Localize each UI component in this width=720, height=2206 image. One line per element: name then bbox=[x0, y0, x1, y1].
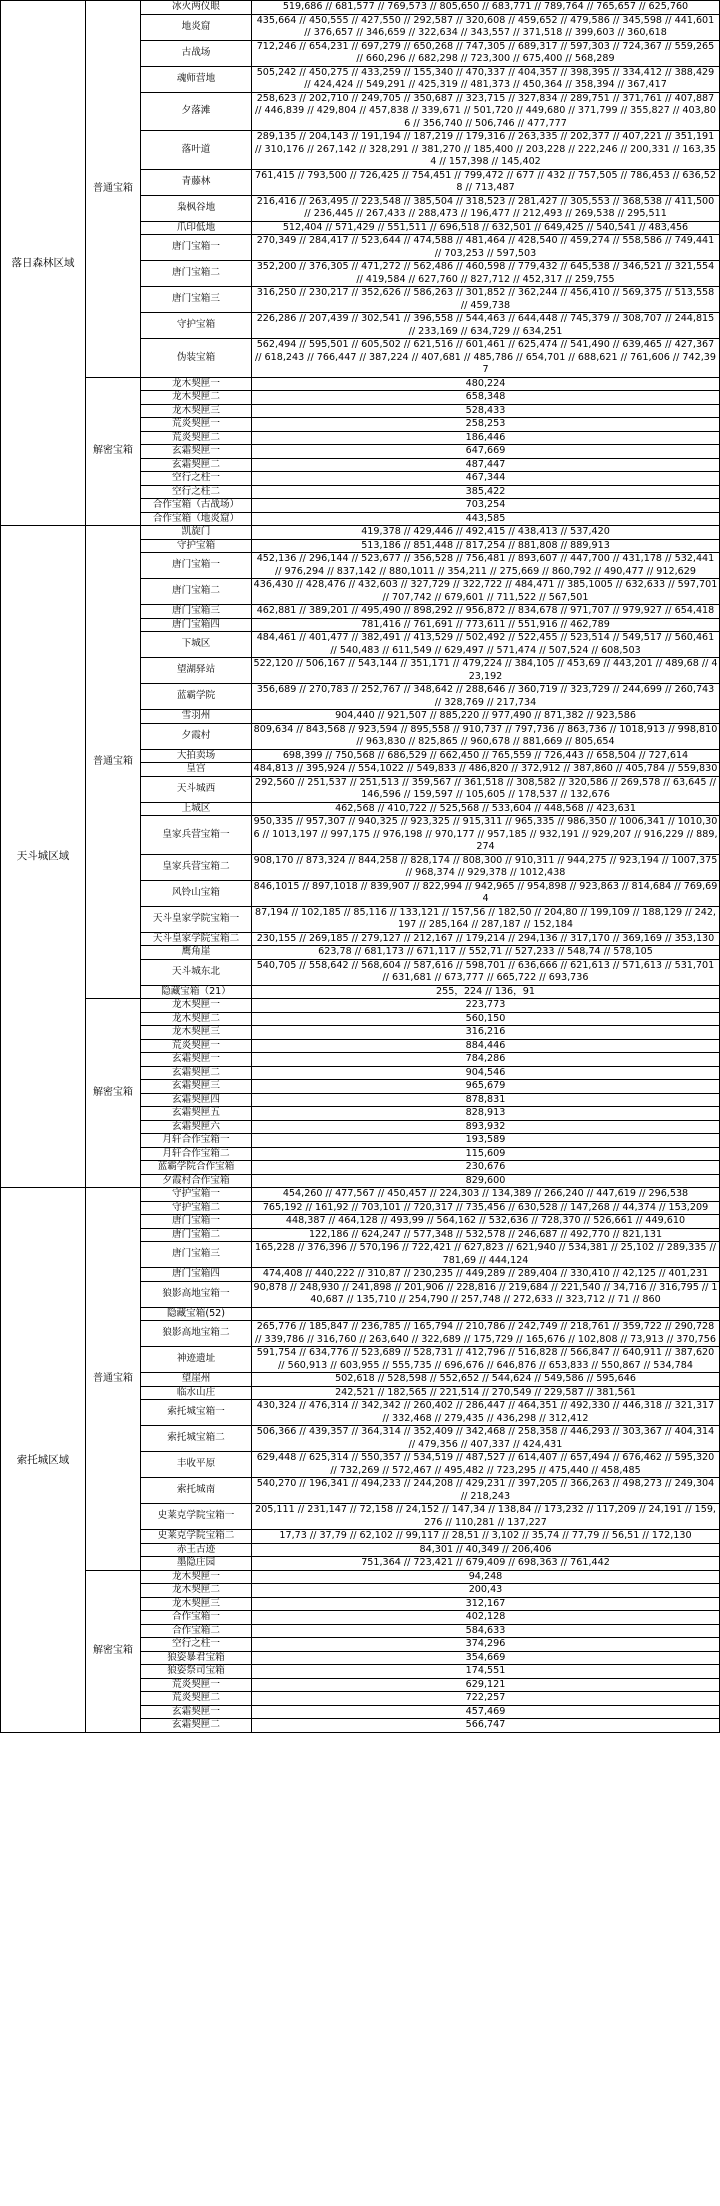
category-cell: 普通宝箱 bbox=[86, 1, 141, 378]
location-cell: 望崖州 bbox=[141, 1373, 252, 1387]
location-cell: 唐门宝箱二 bbox=[141, 1228, 252, 1242]
location-cell: 上城区 bbox=[141, 802, 252, 816]
coordinates-cell: 474,408 // 440,222 // 310,87 // 230,235 // 449,289 // 289,404 // 330,410 // 42,125 // 401,231 bbox=[252, 1268, 720, 1282]
location-cell: 狼姿祭司宝箱 bbox=[141, 1665, 252, 1679]
coordinates-cell: 223,773 bbox=[252, 999, 720, 1013]
coordinates-cell: 562,494 // 595,501 // 605,502 // 621,516 // 601,461 // 625,474 // 541,490 // 639,465 // 427,367 // 618,243 // 766,447 // 387,224 // 407,681 // 485,786 // 654,701 // 688,621 // 761,606 // 742,397 bbox=[252, 339, 720, 378]
table-row bbox=[1, 526, 720, 540]
coordinates-cell: 230,676 bbox=[252, 1161, 720, 1175]
coordinates-cell: 352,200 // 376,305 // 471,272 // 562,486 // 460,598 // 779,432 // 645,538 // 346,521 // 321,554 // 419,584 // 627,760 // 827,712 // 452,317 // 259,755 bbox=[252, 261, 720, 287]
location-cell: 魂师营地 bbox=[141, 66, 252, 92]
coordinates-cell: 904,440 // 921,507 // 885,220 // 977,490 // 871,382 // 923,586 bbox=[252, 710, 720, 724]
coordinates-cell: 629,121 bbox=[252, 1678, 720, 1692]
category-cell: 普通宝箱 bbox=[86, 1188, 141, 1571]
coordinates-cell: 893,932 bbox=[252, 1120, 720, 1134]
location-cell: 龙木契匣一 bbox=[141, 1570, 252, 1584]
location-cell: 蓝霸学院合作宝箱 bbox=[141, 1161, 252, 1175]
coordinates-cell: 505,242 // 450,275 // 433,259 // 155,340 // 470,337 // 404,357 // 398,395 // 334,412 // 388,429 // 424,424 // 549,291 // 425,319 // 481,373 // 450,364 // 358,394 // 367,417 bbox=[252, 66, 720, 92]
location-cell: 蓝霸学院 bbox=[141, 684, 252, 710]
location-cell: 临水山庄 bbox=[141, 1386, 252, 1400]
coordinates-cell: 258,623 // 202,710 // 249,705 // 350,687 // 323,715 // 327,834 // 289,751 // 371,761 // 407,887 // 446,839 // 429,804 // 457,838 // 339,671 // 501,720 // 449,680 // 371,799 // 355,827 // 403,806 // 356,740 // 506,746 // 477,777 bbox=[252, 92, 720, 131]
location-cell: 玄霜契匣二 bbox=[141, 458, 252, 472]
table-row bbox=[1, 999, 720, 1013]
coordinates-cell: 87,194 // 102,185 // 85,116 // 133,121 // 157,56 // 182,50 // 204,80 // 199,109 // 188,129 // 242,197 // 285,164 // 287,187 // 152,184 bbox=[252, 906, 720, 932]
coordinates-cell: 17,73 // 37,79 // 62,102 // 99,117 // 28,51 // 3,102 // 35,74 // 77,79 // 56,51 // 172,130 bbox=[252, 1530, 720, 1544]
location-cell: 守护宝箱一 bbox=[141, 1188, 252, 1202]
coordinates-cell: 591,754 // 634,776 // 523,689 // 528,731 // 412,796 // 516,828 // 566,847 // 640,911 // 387,620 // 560,913 // 603,955 // 555,735 // 696,676 // 646,876 // 653,833 // 550,867 // 534,784 bbox=[252, 1347, 720, 1373]
coordinates-cell: 878,831 bbox=[252, 1093, 720, 1107]
coordinates-cell: 480,224 bbox=[252, 377, 720, 391]
location-cell: 望湖驿站 bbox=[141, 658, 252, 684]
location-cell: 合作宝箱二 bbox=[141, 1624, 252, 1638]
location-cell: 青藤林 bbox=[141, 169, 252, 195]
coordinates-cell: 289,135 // 204,143 // 191,194 // 187,219 // 179,316 // 263,335 // 202,377 // 407,221 // 351,191 // 310,176 // 267,142 // 328,291 // 381,270 // 185,400 // 203,228 // 222,246 // 200,331 // 163,354 // 157,398 // 145,402 bbox=[252, 131, 720, 170]
coordinates-cell: 374,296 bbox=[252, 1638, 720, 1652]
coordinates-cell: 258,253 bbox=[252, 418, 720, 432]
location-cell: 史莱克学院宝箱一 bbox=[141, 1504, 252, 1530]
coordinates-cell: 647,669 bbox=[252, 445, 720, 459]
coordinates-cell: 784,286 bbox=[252, 1053, 720, 1067]
location-cell: 唐门宝箱一 bbox=[141, 1215, 252, 1229]
location-cell: 玄霜契匣五 bbox=[141, 1107, 252, 1121]
location-cell: 月轩合作宝箱一 bbox=[141, 1134, 252, 1148]
location-cell: 龙木契匣一 bbox=[141, 377, 252, 391]
coordinates-cell: 965,679 bbox=[252, 1080, 720, 1094]
location-cell: 狼影高地宝箱二 bbox=[141, 1321, 252, 1347]
location-cell: 荒炎契匣一 bbox=[141, 1039, 252, 1053]
location-cell: 龙木契匣三 bbox=[141, 1026, 252, 1040]
location-cell: 皇家兵营宝箱一 bbox=[141, 816, 252, 855]
location-cell: 皇家兵营宝箱二 bbox=[141, 854, 252, 880]
location-cell: 空行之柱二 bbox=[141, 485, 252, 499]
coordinates-cell: 629,448 // 625,314 // 550,357 // 534,519 // 487,527 // 614,407 // 657,494 // 676,462 // 595,320 // 732,269 // 572,467 // 495,482 // 723,295 // 475,440 // 458,485 bbox=[252, 1452, 720, 1478]
coordinates-cell: 528,433 bbox=[252, 404, 720, 418]
coordinates-cell: 419,378 // 429,446 // 492,415 // 438,413 // 537,420 bbox=[252, 526, 720, 540]
coordinates-cell: 90,878 // 248,930 // 241,898 // 201,906 // 228,816 // 219,684 // 221,540 // 34,716 // 316,795 // 140,687 // 135,710 // 254,790 // 257,748 // 272,633 // 323,712 // 71 // 860 bbox=[253, 1281, 718, 1305]
coordinates-cell: 242,521 // 182,565 // 221,514 // 270,549 // 229,587 // 381,561 bbox=[252, 1386, 720, 1400]
coordinates-cell: 712,246 // 654,231 // 697,279 // 650,268 // 747,305 // 689,317 // 597,303 // 724,367 // 559,265 // 660,296 // 682,298 // 723,300 // 675,400 // 568,289 bbox=[252, 40, 720, 66]
location-cell: 地炎窟 bbox=[141, 14, 252, 40]
coordinates-cell: 115,609 bbox=[252, 1147, 720, 1161]
coordinates-cell: 354,669 bbox=[252, 1651, 720, 1665]
coordinates-cell: 435,664 // 450,555 // 427,550 // 292,587 // 320,608 // 459,652 // 479,586 // 345,598 // 441,601 // 376,657 // 346,659 // 322,634 // 343,557 // 371,518 // 399,603 // 360,618 bbox=[252, 14, 720, 40]
coordinates-cell: 584,633 bbox=[252, 1624, 720, 1638]
location-cell: 鹰角崖 bbox=[141, 946, 252, 960]
coordinates-cell: 216,416 // 263,495 // 223,548 // 385,504 // 318,523 // 281,427 // 305,553 // 368,538 // 411,500 // 236,445 // 267,433 // 288,473 // 196,477 // 212,493 // 269,538 // 295,511 bbox=[252, 195, 720, 221]
location-cell: 索托城宝箱一 bbox=[141, 1400, 252, 1426]
table-row bbox=[1, 1, 720, 15]
coordinates-cell: 462,568 // 410,722 // 525,568 // 533,604 // 448,568 // 423,631 bbox=[252, 802, 720, 816]
coordinates-cell: 765,192 // 161,92 // 703,101 // 720,317 // 735,456 // 630,528 // 147,268 // 44,374 // 153,209 bbox=[252, 1201, 720, 1215]
location-cell: 冰火两仪眼 bbox=[141, 1, 252, 15]
location-cell: 龙木契匣一 bbox=[141, 999, 252, 1013]
coordinates-cell: 230,155 // 269,185 // 279,127 // 212,167 // 179,214 // 294,136 // 317,170 // 369,169 // 353,130 bbox=[252, 932, 720, 946]
location-cell: 守护宝箱二 bbox=[141, 1201, 252, 1215]
location-cell: 枭枫谷地 bbox=[141, 195, 252, 221]
location-cell: 合作宝箱（地炎窟） bbox=[141, 512, 252, 526]
location-cell: 天斗城西 bbox=[141, 776, 252, 802]
coordinates-cell: 430,324 // 476,314 // 342,342 // 260,402 // 286,447 // 464,351 // 492,330 // 446,318 // 321,317 // 332,468 // 279,435 // 436,298 // 312,412 bbox=[252, 1400, 720, 1426]
coordinates-cell: 454,260 // 477,567 // 450,457 // 224,303 // 134,389 // 266,240 // 447,619 // 296,538 bbox=[252, 1188, 720, 1202]
location-cell: 风铃山宝箱 bbox=[141, 880, 252, 906]
coordinates-cell: 519,686 // 681,577 // 769,573 // 805,650 // 683,771 // 789,764 // 765,657 // 625,760 bbox=[252, 1, 720, 15]
location-cell: 墨隐庄园 bbox=[141, 1557, 252, 1571]
location-cell: 唐门宝箱二 bbox=[141, 579, 252, 605]
coordinates-cell: 200,43 bbox=[252, 1584, 720, 1598]
location-cell: 夕霞村 bbox=[141, 723, 252, 749]
coordinates-cell: 506,366 // 439,357 // 364,314 // 352,409 // 342,468 // 258,358 // 446,293 // 303,367 // 404,314 // 479,356 // 407,337 // 424,431 bbox=[252, 1426, 720, 1452]
location-cell: 玄霜契匣二 bbox=[141, 1066, 252, 1080]
coordinates-cell: 448,387 // 464,128 // 493,99 // 564,162 // 532,636 // 728,370 // 526,661 // 449,610 bbox=[252, 1215, 720, 1229]
category-cell: 解密宝箱 bbox=[86, 999, 141, 1188]
location-cell: 玄霜契匣二 bbox=[141, 1719, 252, 1733]
coordinates-cell: 487,447 bbox=[252, 458, 720, 472]
location-cell: 唐门宝箱四 bbox=[141, 1268, 252, 1282]
location-cell: 唐门宝箱一 bbox=[141, 553, 252, 579]
location-cell: 赤王古迹 bbox=[141, 1543, 252, 1557]
location-cell: 月轩合作宝箱二 bbox=[141, 1147, 252, 1161]
location-cell: 唐门宝箱一 bbox=[141, 235, 252, 261]
coordinates-cell: 94,248 bbox=[252, 1570, 720, 1584]
location-cell: 史莱克学院宝箱二 bbox=[141, 1530, 252, 1544]
coordinates-cell: 904,546 bbox=[252, 1066, 720, 1080]
location-cell: 玄霜契匣三 bbox=[141, 1080, 252, 1094]
coordinates-cell: 540,705 // 558,642 // 568,604 // 587,616 // 598,701 // 636,666 // 621,613 // 571,613 // 531,701 // 631,681 // 673,777 // 665,722 // 693,736 bbox=[252, 959, 720, 985]
coordinates-cell: 512,404 // 571,429 // 551,511 // 696,518 // 632,501 // 649,425 // 540,541 // 483,456 bbox=[252, 221, 720, 235]
location-cell: 守护宝箱 bbox=[141, 313, 252, 339]
coordinates-cell: 122,186 // 624,247 // 577,348 // 532,578 // 246,687 // 492,770 // 821,131 bbox=[252, 1228, 720, 1242]
location-cell: 伪装宝箱 bbox=[141, 339, 252, 378]
location-cell: 索托城南 bbox=[141, 1478, 252, 1504]
coordinates-cell: 255，224 // 136，91 bbox=[252, 985, 720, 999]
coordinates-cell: 186,446 bbox=[252, 431, 720, 445]
coordinates-cell: 385,422 bbox=[252, 485, 720, 499]
location-cell: 龙木契匣三 bbox=[141, 404, 252, 418]
coordinates-cell: 722,257 bbox=[252, 1692, 720, 1706]
location-cell: 唐门宝箱三 bbox=[141, 605, 252, 619]
coordinates-cell: 560,150 bbox=[252, 1012, 720, 1026]
coordinates-cell: 540,270 // 196,341 // 494,233 // 244,208 // 429,231 // 397,205 // 366,263 // 498,273 // 249,304 // 218,243 bbox=[252, 1478, 720, 1504]
coordinates-cell: 84,301 // 40,349 // 206,406 bbox=[252, 1543, 720, 1557]
location-cell: 玄霜契匣一 bbox=[141, 445, 252, 459]
coordinates-cell: 658,348 bbox=[252, 391, 720, 405]
coordinates-cell: 205,111 // 231,147 // 72,158 // 24,152 // 147,34 // 138,84 // 173,232 // 117,209 // 24,191 // 159,276 // 110,281 // 137,227 bbox=[252, 1504, 720, 1530]
category-cell: 解密宝箱 bbox=[86, 1570, 141, 1732]
location-cell: 空行之柱一 bbox=[141, 472, 252, 486]
location-cell: 荒炎契匣一 bbox=[141, 418, 252, 432]
location-cell: 玄霜契匣六 bbox=[141, 1120, 252, 1134]
coordinates-cell: 312,167 bbox=[252, 1597, 720, 1611]
region-cell: 天斗城区域 bbox=[1, 526, 86, 1188]
coordinates-cell: 457,469 bbox=[252, 1705, 720, 1719]
coordinates-cell: 270,349 // 284,417 // 523,644 // 474,588 // 481,464 // 428,540 // 459,274 // 558,586 // 749,441 // 703,253 // 597,503 bbox=[252, 235, 720, 261]
location-cell: 夕霞村合作宝箱 bbox=[141, 1174, 252, 1188]
location-cell: 天斗皇家学院宝箱一 bbox=[141, 906, 252, 932]
table-row bbox=[1, 377, 720, 391]
coordinates-cell: 316,250 // 230,217 // 352,626 // 586,263 // 301,852 // 362,244 // 456,410 // 569,375 // 513,558 // 459,738 bbox=[252, 287, 720, 313]
location-cell: 爪印低地 bbox=[141, 221, 252, 235]
coordinates-cell: 828,913 bbox=[252, 1107, 720, 1121]
coordinates-cell: 226,286 // 207,439 // 302,541 // 396,558 // 544,463 // 644,448 // 745,379 // 308,707 // 244,815 // 233,169 // 634,729 // 634,251 bbox=[252, 313, 720, 339]
coordinates-cell: 846,1015 // 897,1018 // 839,907 // 822,994 // 942,965 // 954,898 // 923,863 // 814,684 // 769,694 bbox=[252, 880, 720, 906]
coordinates-cell: 484,461 // 401,477 // 382,491 // 413,529 // 502,492 // 522,455 // 523,514 // 549,517 // 560,461 // 540,483 // 611,549 // 629,497 // 571,474 // 507,524 // 608,503 bbox=[252, 632, 720, 658]
coordinates-cell: 356,689 // 270,783 // 252,767 // 348,642 // 288,646 // 360,719 // 323,729 // 244,699 // 260,743 // 328,769 // 217,734 bbox=[252, 684, 720, 710]
location-cell: 狼影高地宝箱一 bbox=[141, 1281, 252, 1307]
location-cell: 玄霜契匣一 bbox=[141, 1053, 252, 1067]
location-cell: 合作宝箱一 bbox=[141, 1611, 252, 1625]
coordinates-cell: 436,430 // 428,476 // 432,603 // 327,729 // 322,722 // 484,471 // 385,1005 // 632,633 // 597,701 // 707,742 // 679,601 // 711,522 // 567,501 bbox=[252, 579, 720, 605]
location-cell: 丰收平原 bbox=[141, 1452, 252, 1478]
location-cell: 神迹遗址 bbox=[141, 1347, 252, 1373]
category-cell: 解密宝箱 bbox=[86, 377, 141, 526]
table-row bbox=[1, 1570, 720, 1584]
location-cell: 落叶道 bbox=[141, 131, 252, 170]
coordinates-cell: 193,589 bbox=[252, 1134, 720, 1148]
coordinates-cell: 950,335 // 957,307 // 940,325 // 923,325 // 915,311 // 965,335 // 986,350 // 1006,341 // 1010,306 // 1013,197 // 997,175 // 976,198 // 970,177 // 957,185 // 932,191 // 929,207 // 916,229 // 889,274 bbox=[253, 816, 718, 852]
coordinates-cell: 908,170 // 873,324 // 844,258 // 828,174 // 808,300 // 910,311 // 944,275 // 923,194 // 1007,375 // 968,374 // 929,378 // 1012,438 bbox=[252, 854, 720, 880]
category-cell: 普通宝箱 bbox=[86, 526, 141, 999]
location-cell: 唐门宝箱三 bbox=[141, 1242, 252, 1268]
location-cell: 唐门宝箱四 bbox=[141, 618, 252, 632]
coordinates-cell: 751,364 // 723,421 // 679,409 // 698,363 // 761,442 bbox=[252, 1557, 720, 1571]
treasure-table-body bbox=[1, 1, 720, 1733]
coordinates-cell: 781,416 // 761,691 // 773,611 // 551,916 // 462,789 bbox=[252, 618, 720, 632]
coordinates-cell: 809,634 // 843,568 // 923,594 // 895,558 // 910,737 // 797,736 // 863,736 // 1018,913 // 998,810 // 963,830 // 825,865 // 960,678 // 881,669 // 805,654 bbox=[252, 723, 720, 749]
coordinates-cell: 174,551 bbox=[252, 1665, 720, 1679]
coordinates-cell bbox=[252, 1307, 720, 1321]
coordinates-cell: 452,136 // 296,144 // 523,677 // 356,528 // 756,481 // 893,607 // 447,700 // 431,178 // 532,441 // 976,294 // 837,142 // 880,1011 // 354,211 // 275,669 // 860,792 // 490,477 // 912,629 bbox=[252, 553, 720, 579]
coordinates-cell: 467,344 bbox=[252, 472, 720, 486]
location-cell: 天斗皇家学院宝箱二 bbox=[141, 932, 252, 946]
coordinates-cell: 402,128 bbox=[252, 1611, 720, 1625]
coordinates-cell: 316,216 bbox=[252, 1026, 720, 1040]
coordinates-cell: 292,560 // 251,537 // 251,513 // 359,567 // 361,518 // 308,582 // 320,586 // 269,578 // 63,645 // 146,596 // 159,597 // 105,605 // 178,537 // 132,676 bbox=[252, 776, 720, 802]
location-cell: 隐藏宝箱（21） bbox=[141, 985, 252, 999]
location-cell: 凯旋门 bbox=[141, 526, 252, 540]
location-cell: 大拍卖场 bbox=[141, 749, 252, 763]
location-cell: 空行之柱一 bbox=[141, 1638, 252, 1652]
location-cell: 雪羽州 bbox=[141, 710, 252, 724]
location-cell: 龙木契匣二 bbox=[141, 1584, 252, 1598]
location-cell: 玄霜契匣四 bbox=[141, 1093, 252, 1107]
location-cell: 唐门宝箱三 bbox=[141, 287, 252, 313]
coordinates-cell: 165,228 // 376,396 // 570,196 // 722,421 // 627,823 // 621,940 // 534,381 // 25,102 // 289,335 // 781,69 // 444,124 bbox=[252, 1242, 720, 1268]
location-cell: 狼姿暴君宝箱 bbox=[141, 1651, 252, 1665]
coordinates-cell: 566,747 bbox=[252, 1719, 720, 1733]
coordinates-cell: 623,78 // 681,173 // 671,117 // 552,71 // 527,233 // 548,74 // 578,105 bbox=[252, 946, 720, 960]
coordinates-cell: 522,120 // 506,167 // 543,144 // 351,171 // 479,224 // 384,105 // 453,69 // 443,201 // 489,68 // 423,192 bbox=[253, 658, 718, 682]
location-cell: 隐藏宝箱(52) bbox=[141, 1307, 252, 1321]
coordinates-cell: 462,881 // 389,201 // 495,490 // 898,292 // 956,872 // 834,678 // 971,707 // 979,927 // 654,418 bbox=[252, 605, 720, 619]
location-cell: 龙木契匣三 bbox=[141, 1597, 252, 1611]
coordinates-cell: 761,415 // 793,500 // 726,425 // 754,451 // 799,472 // 677 // 432 // 757,505 // 786,453 // 636,528 // 713,487 bbox=[252, 169, 720, 195]
coordinates-cell: 513,186 // 851,448 // 817,254 // 881,808 // 889,913 bbox=[252, 539, 720, 553]
table-row bbox=[1, 1188, 720, 1202]
location-cell: 荒炎契匣一 bbox=[141, 1678, 252, 1692]
coordinates-cell: 829,600 bbox=[252, 1174, 720, 1188]
location-cell: 荒炎契匣二 bbox=[141, 431, 252, 445]
location-cell: 夕落滩 bbox=[141, 92, 252, 131]
coordinates-cell: 502,618 // 528,598 // 552,652 // 544,624 // 549,586 // 595,646 bbox=[252, 1373, 720, 1387]
location-cell: 龙木契匣二 bbox=[141, 391, 252, 405]
location-cell: 下城区 bbox=[141, 632, 252, 658]
coordinates-cell: 484,813 // 395,924 // 554,1022 // 549,833 // 486,820 // 372,912 // 387,860 // 405,784 // 559,830 bbox=[252, 763, 720, 777]
location-cell: 守护宝箱 bbox=[141, 539, 252, 553]
location-cell: 索托城宝箱二 bbox=[141, 1426, 252, 1452]
location-cell: 龙木契匣二 bbox=[141, 1012, 252, 1026]
location-cell: 合作宝箱（古战场） bbox=[141, 499, 252, 513]
region-cell: 索托城区域 bbox=[1, 1188, 86, 1733]
region-cell: 落日森林区域 bbox=[1, 1, 86, 526]
location-cell: 古战场 bbox=[141, 40, 252, 66]
coordinates-cell: 698,399 // 750,568 // 686,529 // 662,450 // 765,559 // 726,443 // 658,504 // 727,614 bbox=[252, 749, 720, 763]
location-cell: 皇宫 bbox=[141, 763, 252, 777]
location-cell: 天斗城东北 bbox=[141, 959, 252, 985]
location-cell: 荒炎契匣二 bbox=[141, 1692, 252, 1706]
location-cell: 玄霜契匣一 bbox=[141, 1705, 252, 1719]
coordinates-cell: 884,446 bbox=[252, 1039, 720, 1053]
coordinates-cell: 703,254 bbox=[252, 499, 720, 513]
coordinates-cell: 265,776 // 185,847 // 236,785 // 165,794 // 210,786 // 242,749 // 218,761 // 359,722 // 290,728 // 339,786 // 316,760 // 263,640 // 322,689 // 175,729 // 165,676 // 102,808 // 73,913 // 370,756 bbox=[252, 1321, 720, 1347]
coordinates-cell: 443,585 bbox=[252, 512, 720, 526]
location-cell: 唐门宝箱二 bbox=[141, 261, 252, 287]
